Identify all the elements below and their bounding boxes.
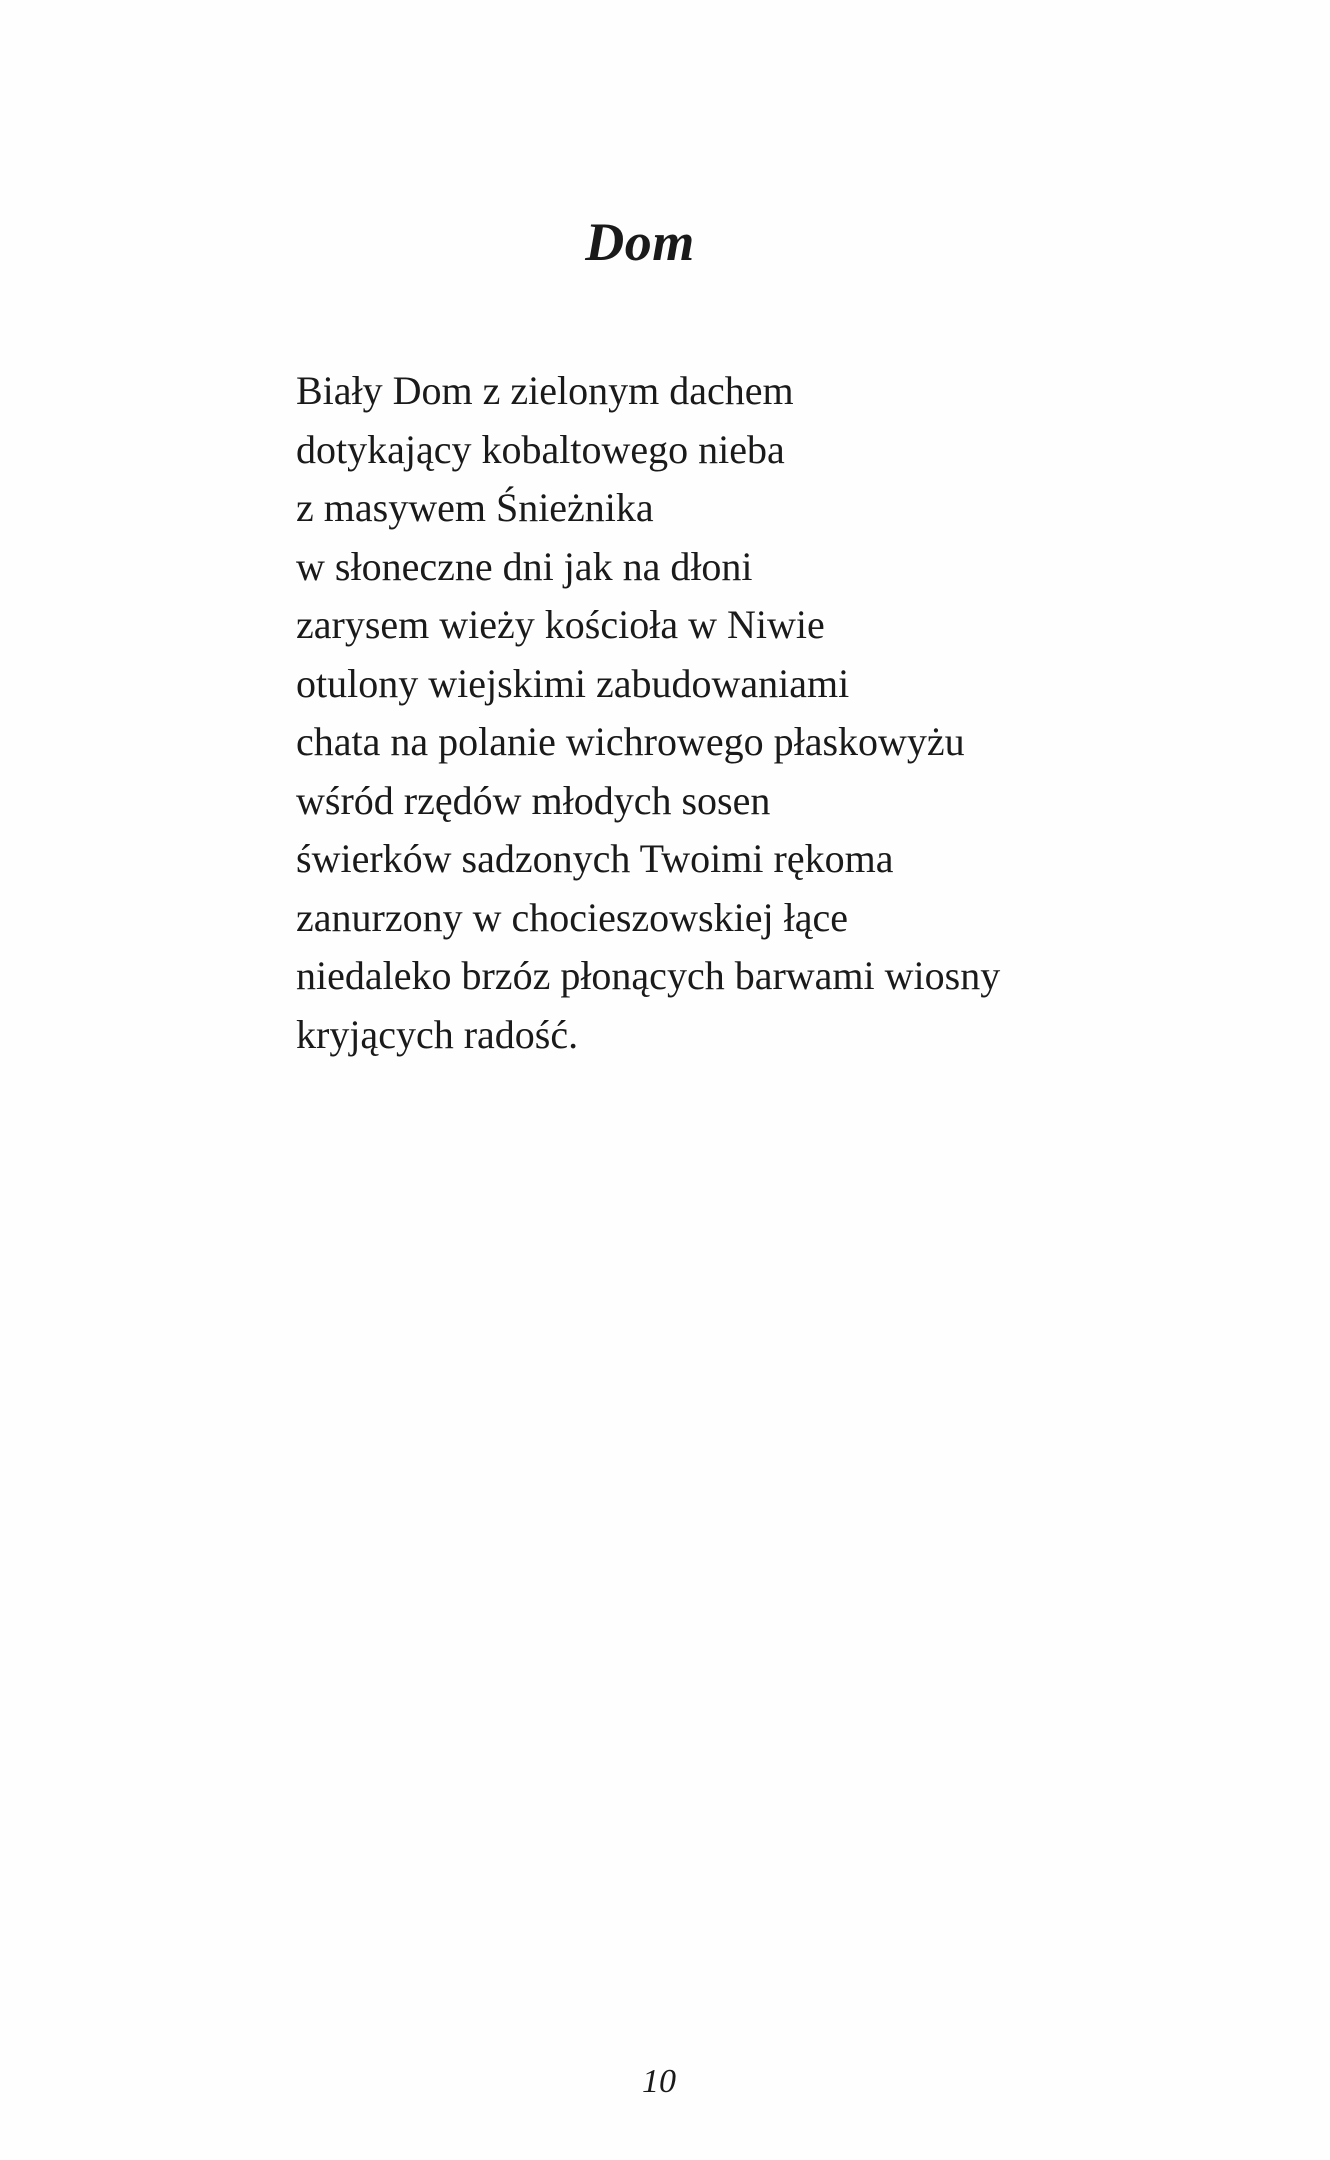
poem-line: świerków sadzonych Twoimi rękoma [296, 836, 894, 881]
poem-line: kryjących radość. [296, 1011, 579, 1057]
poem-body [296, 362, 1296, 1064]
poem-line: w słoneczne dni jak na dłoni [296, 543, 753, 589]
poem-line: wśród rzędów młodych sosen [296, 777, 771, 823]
poem-line: niedaleko brzóz płonących barwami wiosny [296, 953, 1001, 998]
poem-line: zarysem wieży kościoła w Niwie [296, 602, 825, 647]
poem-line: Biały Dom z zielonym dachem [296, 368, 794, 413]
poem-line: z masywem Śnieżnika [296, 485, 654, 530]
poem-line: zanurzony w chocieszowskiej łące [296, 894, 848, 940]
poem-line: otulony wiejskimi zabudowaniami [296, 660, 850, 706]
page-number: 10 [642, 2063, 676, 2100]
poem-title: Dom [585, 212, 695, 273]
poem-line: chata na polanie wichrowego płaskowyżu [296, 719, 965, 764]
poem-line: dotykający kobaltowego nieba [296, 426, 785, 472]
